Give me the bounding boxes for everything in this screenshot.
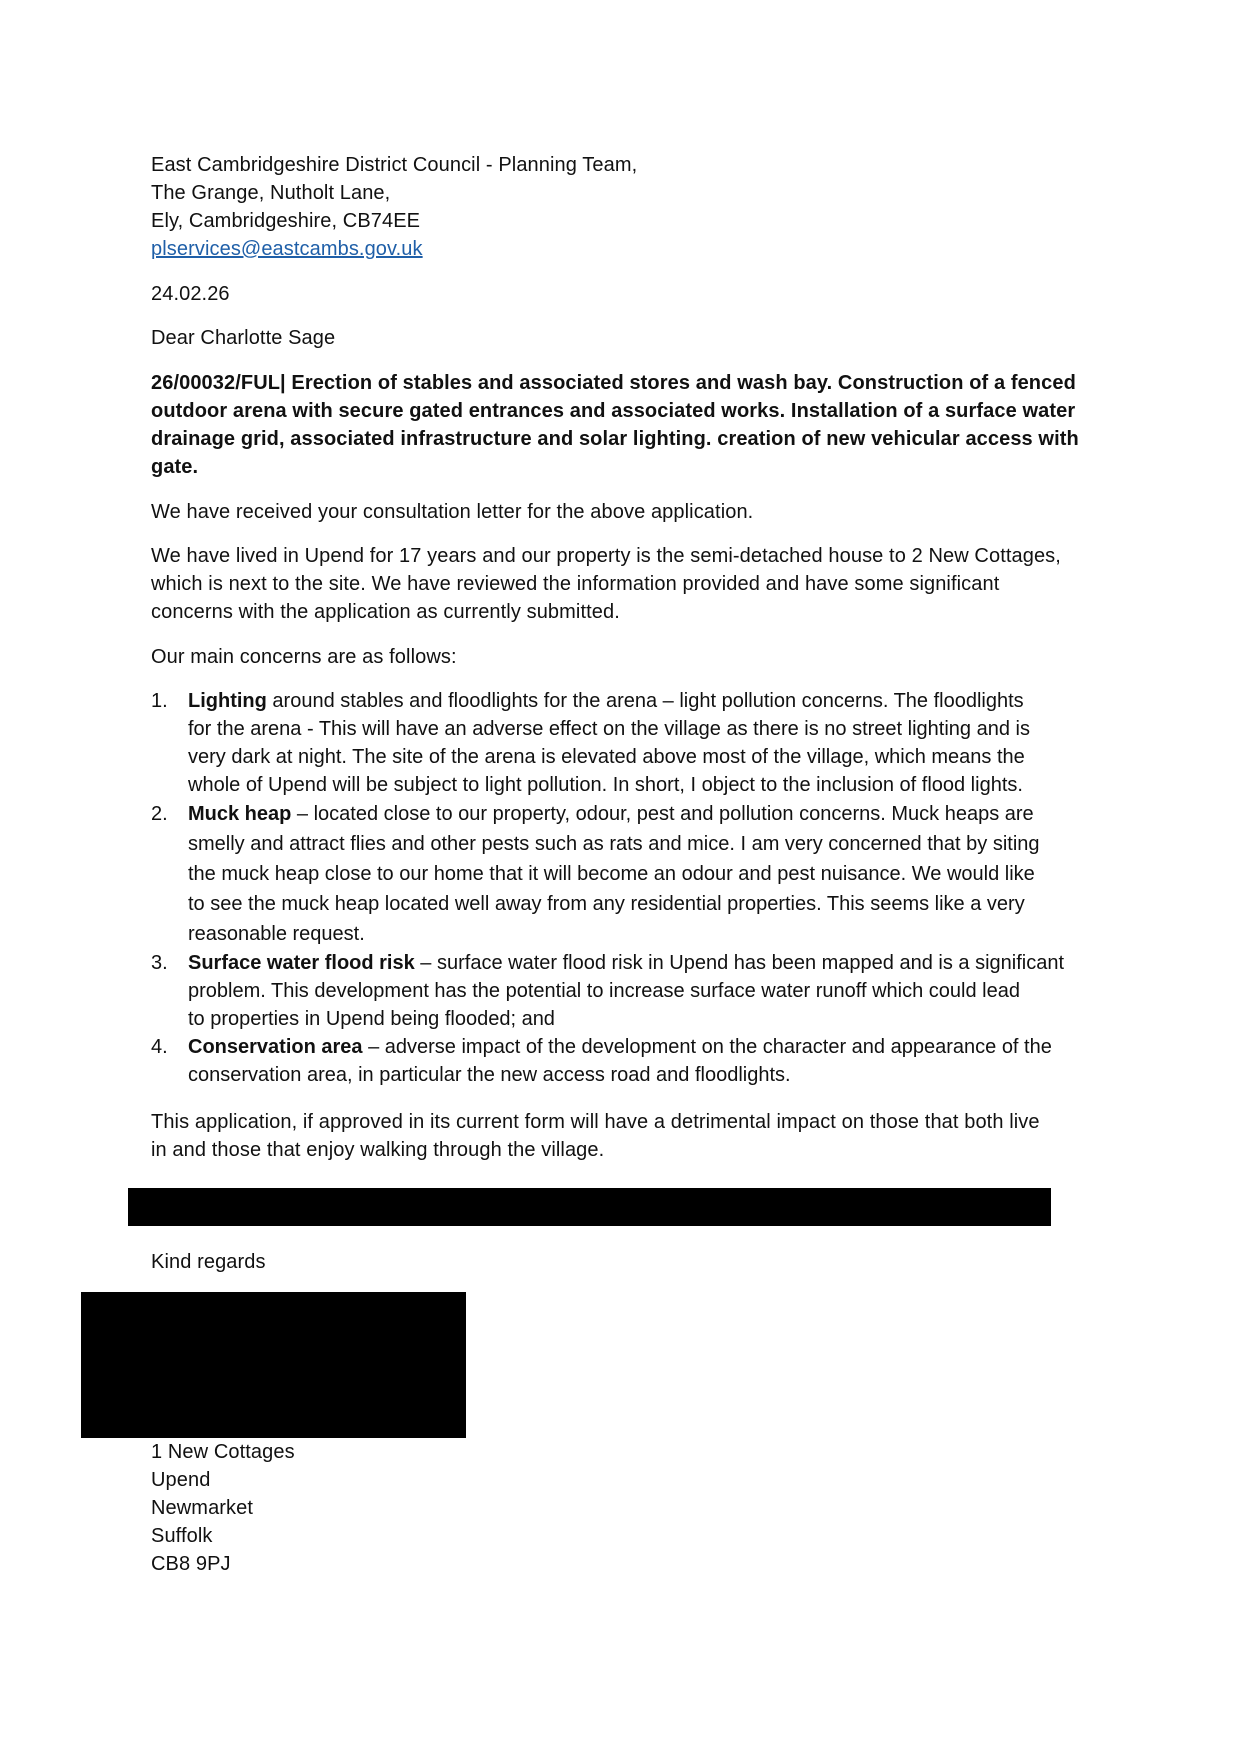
- subject-line-4: gate.: [151, 456, 199, 478]
- concern-item-flood-risk: [151, 949, 1111, 1033]
- recipient-line-3: Ely, Cambridgeshire, CB74EE: [151, 210, 421, 232]
- closing-line-2: in and those that enjoy walking through the village.: [151, 1139, 605, 1161]
- concern-first-line: – adverse impact of the development on the character and appearance of the: [362, 1036, 1052, 1058]
- recipient-email-link[interactable]: plservices@eastcambs.gov.uk: [151, 238, 423, 260]
- concern-number: 4.: [151, 1036, 168, 1058]
- subject-line-2: outdoor arena with secure gated entrances and associated works. Installation of a surface water: [151, 400, 1076, 422]
- concern-first-line: – surface water flood risk in Upend has been mapped and is a significant: [414, 952, 1065, 974]
- concern-number: 3.: [151, 952, 168, 974]
- concern-item-conservation-area: [151, 1033, 1111, 1089]
- sender-address-line-5: CB8 9PJ: [151, 1553, 231, 1575]
- concerns-intro-text: Our main concerns are as follows:: [151, 646, 457, 668]
- paragraph-2-line-1: We have lived in Upend for 17 years and our property is the semi-detached house to 2 New Cottages,: [151, 545, 1061, 567]
- paragraph-2-line-3: concerns with the application as currently submitted.: [151, 601, 620, 623]
- paragraph-1-text: We have received your consultation letter for the above application.: [151, 501, 754, 523]
- concern-line: smelly and attract flies and other pests such as rats and mice. I am very concerned that by siting: [188, 833, 1040, 855]
- sender-address-line-2: Upend: [151, 1469, 211, 1491]
- subject-line-3: drainage grid, associated infrastructure and solar lighting. creation of new vehicular access with: [151, 428, 1079, 450]
- sender-address-line-1: 1 New Cottages: [151, 1441, 295, 1463]
- sign-off: [151, 1248, 1101, 1276]
- letter-date: [151, 280, 1101, 308]
- recipient-line-2: The Grange, Nutholt Lane,: [151, 182, 391, 204]
- sender-address-line-4: Suffolk: [151, 1525, 213, 1547]
- sign-off-text: Kind regards: [151, 1251, 266, 1273]
- concern-first-line: – located close to our property, odour, pest and pollution concerns. Muck heaps are: [291, 803, 1034, 825]
- concern-heading: Surface water flood risk: [188, 952, 415, 974]
- concern-line: whole of Upend will be subject to light pollution. In short, I object to the inclusion of flood lights.: [188, 774, 1023, 796]
- concern-line: reasonable request.: [188, 923, 365, 945]
- concern-item-lighting: [151, 687, 1111, 799]
- closing-paragraph: [151, 1108, 1101, 1164]
- concern-item-muck-heap: [151, 799, 1111, 949]
- paragraph-2: [151, 542, 1101, 626]
- recipient-line-1: East Cambridgeshire District Council - Planning Team,: [151, 154, 638, 176]
- subject-heading: [151, 369, 1101, 481]
- concerns-intro: [151, 643, 1101, 671]
- concern-first-line: around stables and floodlights for the arena – light pollution concerns. The floodlights: [266, 690, 1024, 712]
- recipient-address: [151, 151, 1101, 263]
- concern-line: to properties in Upend being flooded; and: [188, 1008, 555, 1030]
- salutation-text: Dear Charlotte Sage: [151, 327, 336, 349]
- subject-line-1: 26/00032/FUL| Erection of stables and associated stores and wash bay. Construction of a fenced: [151, 372, 1076, 394]
- paragraph-2-line-2: which is next to the site. We have reviewed the information provided and have some significant: [151, 573, 1000, 595]
- concerns-list: [151, 687, 1111, 1089]
- concern-heading: Muck heap: [188, 803, 292, 825]
- salutation: [151, 324, 1101, 352]
- date-text: 24.02.26: [151, 283, 230, 305]
- concern-heading: Conservation area: [188, 1036, 363, 1058]
- concern-heading: Lighting: [188, 690, 267, 712]
- closing-line-1: This application, if approved in its current form will have a detrimental impact on those that both live: [151, 1111, 1040, 1133]
- concern-line: to see the muck heap located well away from any residential properties. This seems like a very: [188, 893, 1025, 915]
- concern-number: 2.: [151, 803, 168, 825]
- concern-line: the muck heap close to our home that it will become an odour and pest nuisance. We would like: [188, 863, 1035, 885]
- paragraph-1: [151, 498, 1101, 526]
- concern-line: conservation area, in particular the new access road and floodlights.: [188, 1064, 791, 1086]
- redaction-bar: [128, 1188, 1051, 1226]
- concern-line: for the arena - This will have an adverse effect on the village as there is no street lighting and is: [188, 718, 1030, 740]
- signature-redaction-block: [81, 1292, 466, 1438]
- sender-address: [151, 1438, 1101, 1578]
- concern-line: very dark at night. The site of the arena is elevated above most of the village, which means the: [188, 746, 1025, 768]
- concern-line: problem. This development has the potential to increase surface water runoff which could lead: [188, 980, 1020, 1002]
- sender-address-line-3: Newmarket: [151, 1497, 254, 1519]
- concern-number: 1.: [151, 690, 168, 712]
